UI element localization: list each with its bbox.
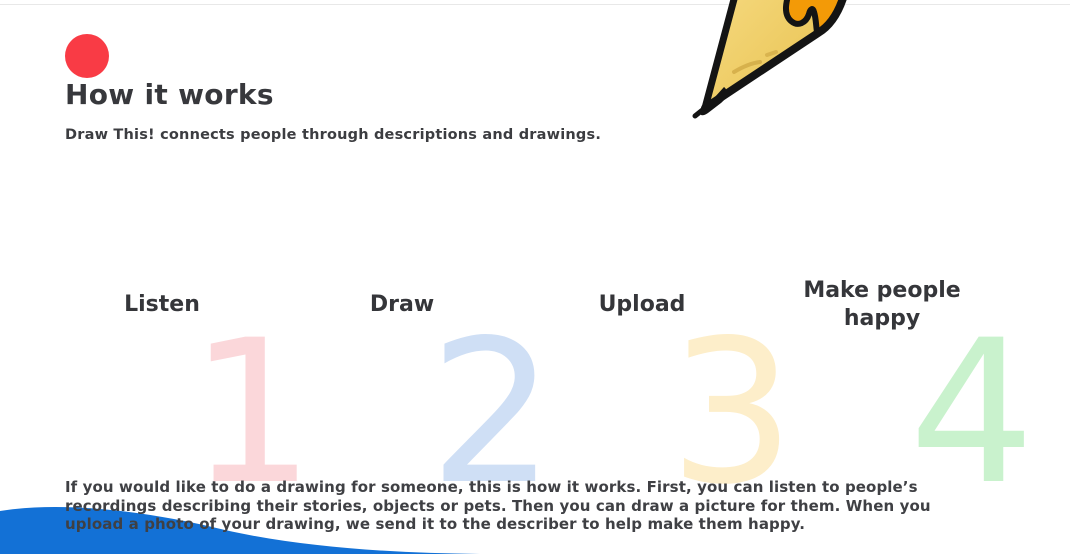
page-subtitle: Draw This! connects people through descriptions and drawings.: [65, 127, 602, 143]
step-label: Draw: [369, 292, 435, 317]
step-label: Upload: [598, 292, 686, 317]
pencil-icon: [672, 0, 922, 130]
step-number: 1: [189, 297, 315, 528]
step-number: 2: [429, 297, 555, 528]
pencil-shading-2: [767, 52, 776, 55]
step-number: 4: [909, 297, 1035, 528]
step-number: 3: [669, 297, 795, 528]
step-label: Listen: [124, 292, 200, 317]
step-label: Make people happy: [803, 278, 961, 331]
page-title: How it works: [65, 78, 274, 111]
description-paragraph: If you would like to do a drawing for someone, this is how it works. First, you can listen to people’s recordings describing their stories, objects or pets. Then you can draw a picture for them. When you upload a photo of your drawing, we send it to the describer to help make them happy.: [65, 478, 931, 533]
step-listen: [42, 276, 315, 528]
red-dot-decoration: [65, 34, 109, 78]
